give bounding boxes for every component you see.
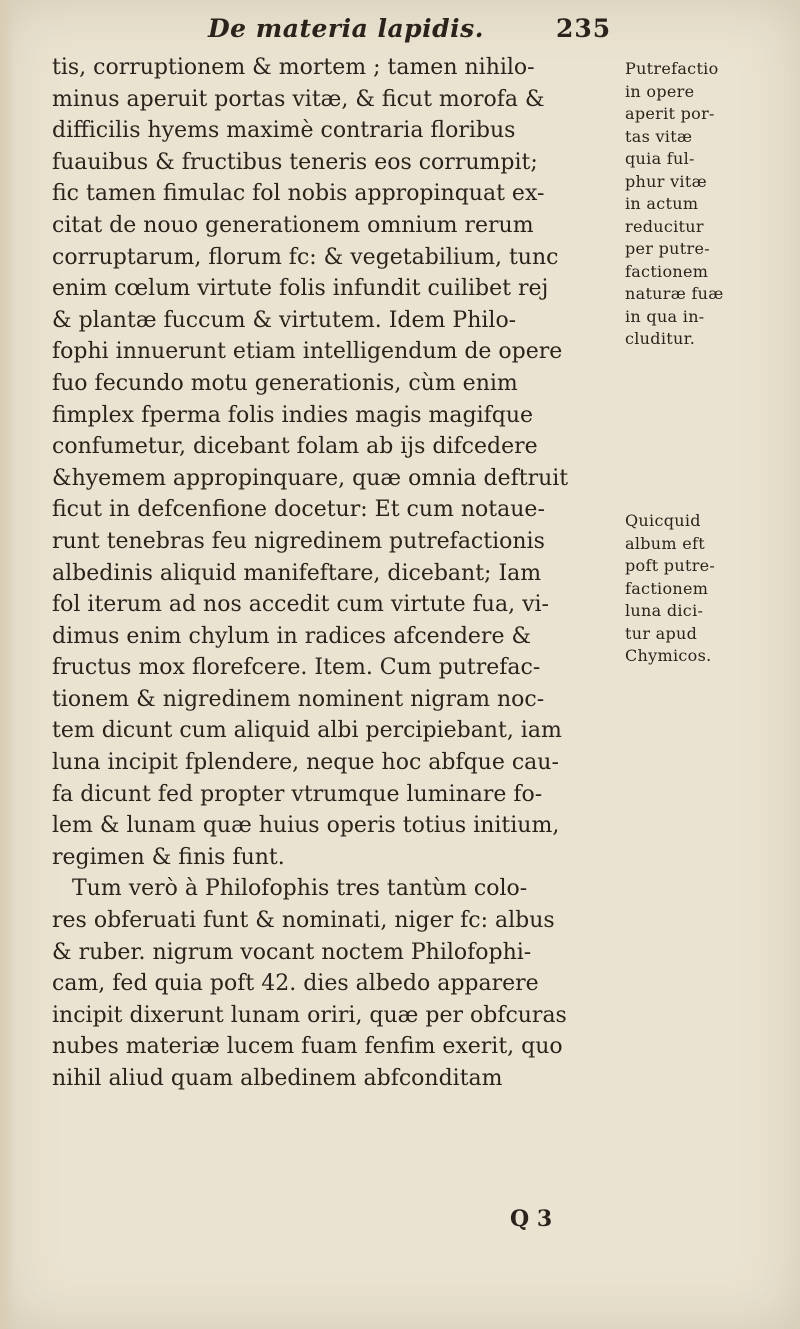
text-line: difficilis hyems maximè contraria floribus (52, 118, 516, 144)
text-line: &hyemem appropinquare, quæ omnia deftruit (52, 465, 569, 491)
page-number: 235 (556, 14, 612, 43)
text-line: dimus enim chylum in radices afcendere & (52, 623, 532, 649)
margin-note-line: factionem (625, 261, 709, 281)
margin-note-line: in opere (625, 81, 695, 101)
text-line: albedinis aliquid manifeftare, dicebant; Iam (52, 560, 542, 586)
text-line: luna incipit fplendere, neque hoc abfque cau- (52, 750, 559, 776)
text-line: & ruber. nigrum vocant noctem Philofophi- (52, 939, 532, 965)
running-title: De materia lapidis. (208, 14, 484, 43)
text-line: fic tamen fimulac fol nobis appropinquat ex- (52, 181, 545, 207)
text-line: tionem & nigredinem nominent nigram noc- (52, 686, 545, 712)
text-line: res obferuati funt & nominati, niger fc: albus (52, 908, 555, 934)
text-line: minus aperuit portas vitæ, & ficut morofa & (52, 86, 545, 112)
page-gutter-shadow (0, 0, 14, 1329)
margin-note-line: per putre- (625, 239, 710, 258)
margin-note-line: tas vitæ (625, 126, 693, 146)
text-line: incipit dixerunt lunam oriri, quæ per obfcuras (52, 1002, 567, 1028)
margin-note-line: reducitur (625, 216, 704, 236)
text-line: lem & lunam quæ huius operis totius initium, (52, 813, 560, 839)
text-line: fuo fecundo motu generationis, cùm enim (52, 370, 518, 396)
margin-note-line: Chymicos. (625, 646, 712, 665)
margin-note-line: luna dici- (625, 601, 704, 620)
text-line: & plantæ fuccum & virtutem. Idem Philo- (52, 307, 517, 333)
catchword: Q 3 (510, 1206, 553, 1232)
page-header (0, 14, 800, 48)
text-line: nihil aliud quam albedinem abfconditam (52, 1066, 503, 1091)
margin-note-putrefactio (625, 58, 795, 351)
text-line: regimen & finis funt. (52, 844, 285, 870)
margin-note-line: aperit por- (625, 104, 715, 123)
margin-note-line: tur apud (625, 623, 698, 643)
margin-note-line: phur vitæ (625, 171, 707, 191)
text-line: confumetur, dicebant folam ab ijs difcedere (52, 434, 538, 460)
text-line: fol iterum ad nos accedit cum virtute fua, vi- (52, 592, 549, 618)
text-line: fimplex fperma folis indies magis magifque (52, 402, 534, 428)
main-text-block (52, 52, 612, 1095)
text-line: runt tenebras feu nigredinem putrefactionis (52, 528, 545, 554)
margin-note-line: in actum (625, 194, 699, 213)
text-line: citat de nouo generationem omnium rerum (52, 212, 534, 238)
text-line: tis, corruptionem & mortem ; tamen nihilo- (52, 55, 535, 80)
margin-note-line: cluditur. (625, 329, 696, 348)
margin-note-line: Putrefactio (625, 59, 719, 78)
text-line: corruptarum, florum fc: & vegetabilium, tunc (52, 244, 559, 270)
text-line: tem dicunt cum aliquid albi percipiebant, iam (52, 718, 562, 744)
text-line: fa dicunt fed propter vtrumque luminare fo- (52, 781, 543, 807)
text-line: fophi innuerunt etiam intelligendum de opere (52, 339, 563, 365)
margin-note-line: in qua in- (625, 306, 705, 326)
margin-note-line: Quicquid (625, 511, 701, 530)
margin-note-line: poft putre- (625, 556, 716, 575)
text-line: fuauibus & fructibus teneris eos corrumpit; (52, 149, 538, 175)
text-line: ficut in defcenfione docetur: Et cum notaue- (52, 497, 545, 523)
text-line: nubes materiæ lucem fuam fenfim exerit, quo (52, 1034, 563, 1060)
text-line: cam, fed quia poft 42. dies albedo apparere (52, 971, 539, 997)
text-line: enim cœlum virtute folis infundit cuilibet rej (52, 276, 549, 302)
text-line: fructus mox florefcere. Item. Cum putrefac- (52, 655, 541, 681)
text-line: Tum verò à Philofophis tres tantùm colo- (72, 876, 528, 902)
margin-note-line: naturæ fuæ (625, 284, 724, 303)
margin-note-line: album eft (625, 533, 705, 553)
margin-note-line: quia ful- (625, 149, 695, 168)
margin-note-quicquid (625, 510, 795, 668)
margin-note-line: factionem (625, 578, 709, 598)
